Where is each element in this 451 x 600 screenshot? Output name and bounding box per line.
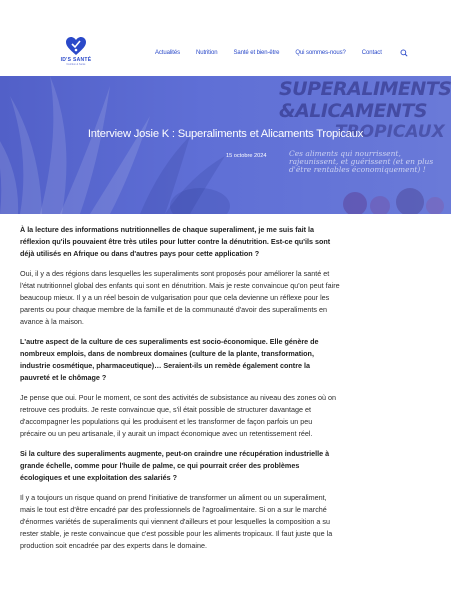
logo-subtitle: Nutrition & Santé [66,63,86,66]
main-nav [155,49,408,57]
article-body [20,224,340,560]
search-icon[interactable] [400,49,408,57]
book-title-line2: &ALICAMENTS [279,100,428,122]
nav-item-sante-bien-etre[interactable]: Santé et bien-être [233,50,280,56]
interview-question: Si la culture des superaliments augmente, peut-on craindre une récupération industrielle à grande échelle, comme pour l'huile de palme, ce qui pourrait créer des problèmes écologiques et une exploitation des salariés ? [20,449,330,482]
fruit-illustration [335,176,445,214]
site-header [0,0,451,76]
nav-item-contact[interactable]: Contact [361,50,382,56]
book-title-line1: SUPERALIMENTS [279,78,451,100]
interview-answer: Il y a toujours un risque quand on prend l'initiative de transformer un aliment ou un superaliment, mais le tout est d'être encadré par des professionnels de l'agroalimentaire. Si on a sur le marché d'énormes variétés de superaliments qui viennent d'ailleurs et pour lesquelles la composition a su rester stable, je reste convaincue que c'est possible pour les aliments tropicaux. Il faut juste que la production soit encadrée par des experts dans le domaine. [20,493,333,550]
interview-question: À la lecture des informations nutritionnelles de chaque superaliment, je me suis fait la réflexion qu'ils pouvaient être très utiles pour lutter contre la dénutrition. Est-ce qu'ils sont déjà utilisés en Afrique ou dans d'autres pays pour cette application ? [20,225,331,258]
book-cover-image [275,76,451,214]
interview-answer: Je pense que oui. Pour le moment, ce sont des activités de subsistance au niveau des zones où on retrouve ces produits. Je reste convaincue que, s'il était possible de structurer davantage et d'accompagner les populations qui les produisent et les transformer de façon parfois un peu précaire ou un peu artisanale, il y aurait un impact économique avec un retentissement réel. [20,393,337,438]
nav-item-actualites[interactable]: Actualités [155,50,181,56]
site-logo[interactable] [60,36,92,66]
book-subtitle: Ces aliments qui nourrissent, rajeunissent, et guérissent (et en plus d'être rentables économiquement) ! [289,149,434,174]
nav-item-nutrition[interactable]: Nutrition [196,50,218,56]
heart-logo-icon [65,36,87,56]
hero-banner [0,76,451,214]
nav-item-qui-sommes-nous[interactable]: Qui sommes-nous? [295,50,346,56]
pineapple-leaves-image [0,76,240,214]
page-title: Interview Josie K : Superaliments et Alicaments Tropicaux [87,128,364,140]
book-title-line3: TROPICAUX [335,122,445,142]
publish-date: 15 octobre 2024 [226,153,267,159]
interview-answer: Oui, il y a des régions dans lesquelles les superaliments sont proposés pour améliorer la santé et l'état nutritionnel global des enfants qui sont en dénutrition. Mais je reste convaincue qu'on peut faire beaucoup mieux. Il y a un réel besoin de vulgarisation pour que cela devienne un réflexe pour les parents ou pour chaque membre de la famille et de la communauté d'avoir des superaliments en avance à la maison. [20,269,340,326]
interview-question: L'autre aspect de la culture de ces superaliments est socio-économique. Elle génère de nombreux emplois, dans de nombreux domaines (culture de la plante, transformation, industrie cosmétique, pharmaceutique)… Seraient-ils un remède également contre la pauvreté et le chômage ? [20,337,319,382]
logo-text: ID'S SANTÉ [60,57,92,63]
